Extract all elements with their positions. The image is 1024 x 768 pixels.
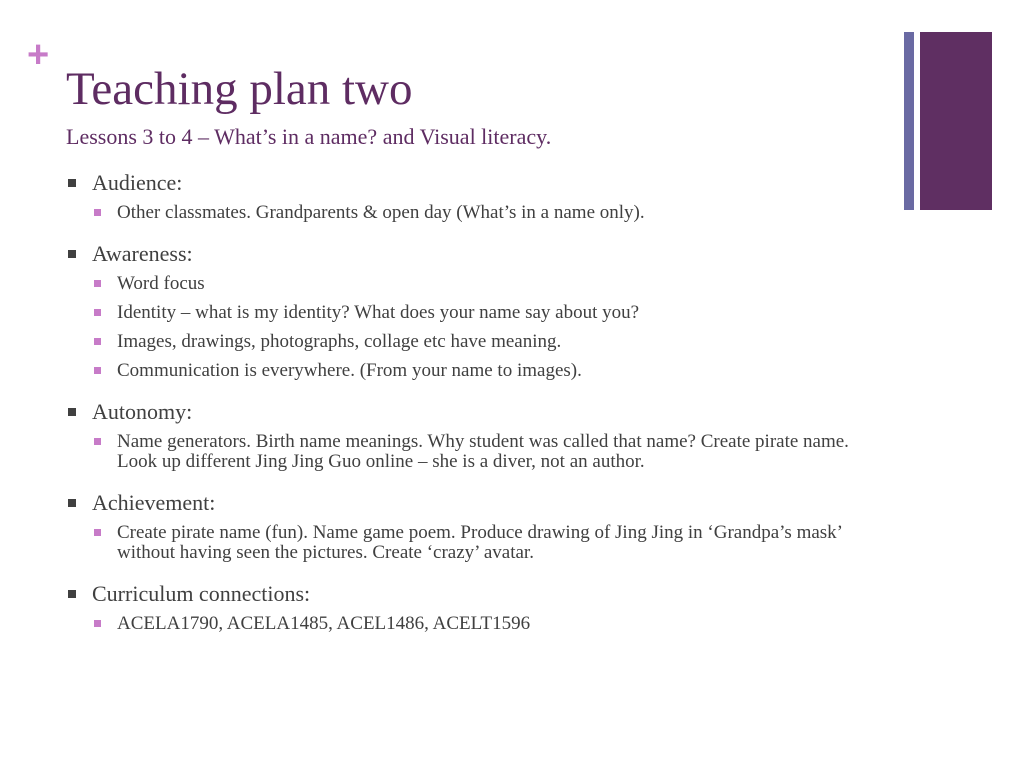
list-item-text: Identity – what is my identity? What does your name say about you? [117,302,640,323]
square-bullet-icon [68,250,76,258]
heading-text: Awareness: [92,241,193,266]
decorative-bar-thick [920,32,992,210]
list-item [94,432,888,472]
section-autonomy [68,399,888,472]
heading-text: Curriculum connections: [92,581,311,606]
section-heading [68,170,888,196]
heading-text: Achievement: [92,490,216,515]
square-bullet-icon [94,529,101,536]
list-item-text: ACELA1790, ACELA1485, ACEL1486, ACELT1596 [117,613,531,634]
square-bullet-icon [68,499,76,507]
section-curriculum-connections [68,581,888,634]
list-item-text: Other classmates. Grandparents & open day (What’s in a name only). [117,202,645,223]
square-bullet-icon [68,408,76,416]
slide-subtitle: Lessons 3 to 4 – What’s in a name? and Visual literacy. [66,124,552,149]
list-item [94,274,888,294]
list-item-text: Images, drawings, photographs, collage etc have meaning. [117,331,562,352]
list-item-text: Communication is everywhere. (From your name to images). [117,360,582,381]
section-awareness [68,241,888,381]
list-item-text: Word focus [117,273,205,294]
decorative-bar-thin [904,32,914,210]
section-achievement [68,490,888,563]
list-item-text: Name generators. Birth name meanings. Why student was called that name? Create pirate name. Look up different Jing Jing Guo online – she is a diver, not an author. [117,431,849,472]
square-bullet-icon [94,209,101,216]
square-bullet-icon [94,367,101,374]
list-item [94,303,888,323]
slide-title: Teaching plan two [66,63,413,115]
square-bullet-icon [68,590,76,598]
list-item [94,203,888,223]
section-heading [68,241,888,267]
section-heading [68,581,888,607]
list-item [94,614,888,634]
section-heading [68,399,888,425]
heading-text: Autonomy: [92,399,193,424]
section-audience [68,170,888,223]
list-item [94,523,888,563]
heading-text: Audience: [92,170,183,195]
bullet-content [68,170,888,652]
square-bullet-icon [94,338,101,345]
list-item [94,361,888,381]
square-bullet-icon [94,309,101,316]
square-bullet-icon [68,179,76,187]
square-bullet-icon [94,280,101,287]
list-item [94,332,888,352]
list-item-text: Create pirate name (fun). Name game poem. Produce drawing of Jing Jing in ‘Grandpa’s mask’ without having seen the pictures. Create ‘crazy’ avatar. [117,522,842,563]
section-heading [68,490,888,516]
square-bullet-icon [94,620,101,627]
plus-icon: + [27,34,50,76]
square-bullet-icon [94,438,101,445]
